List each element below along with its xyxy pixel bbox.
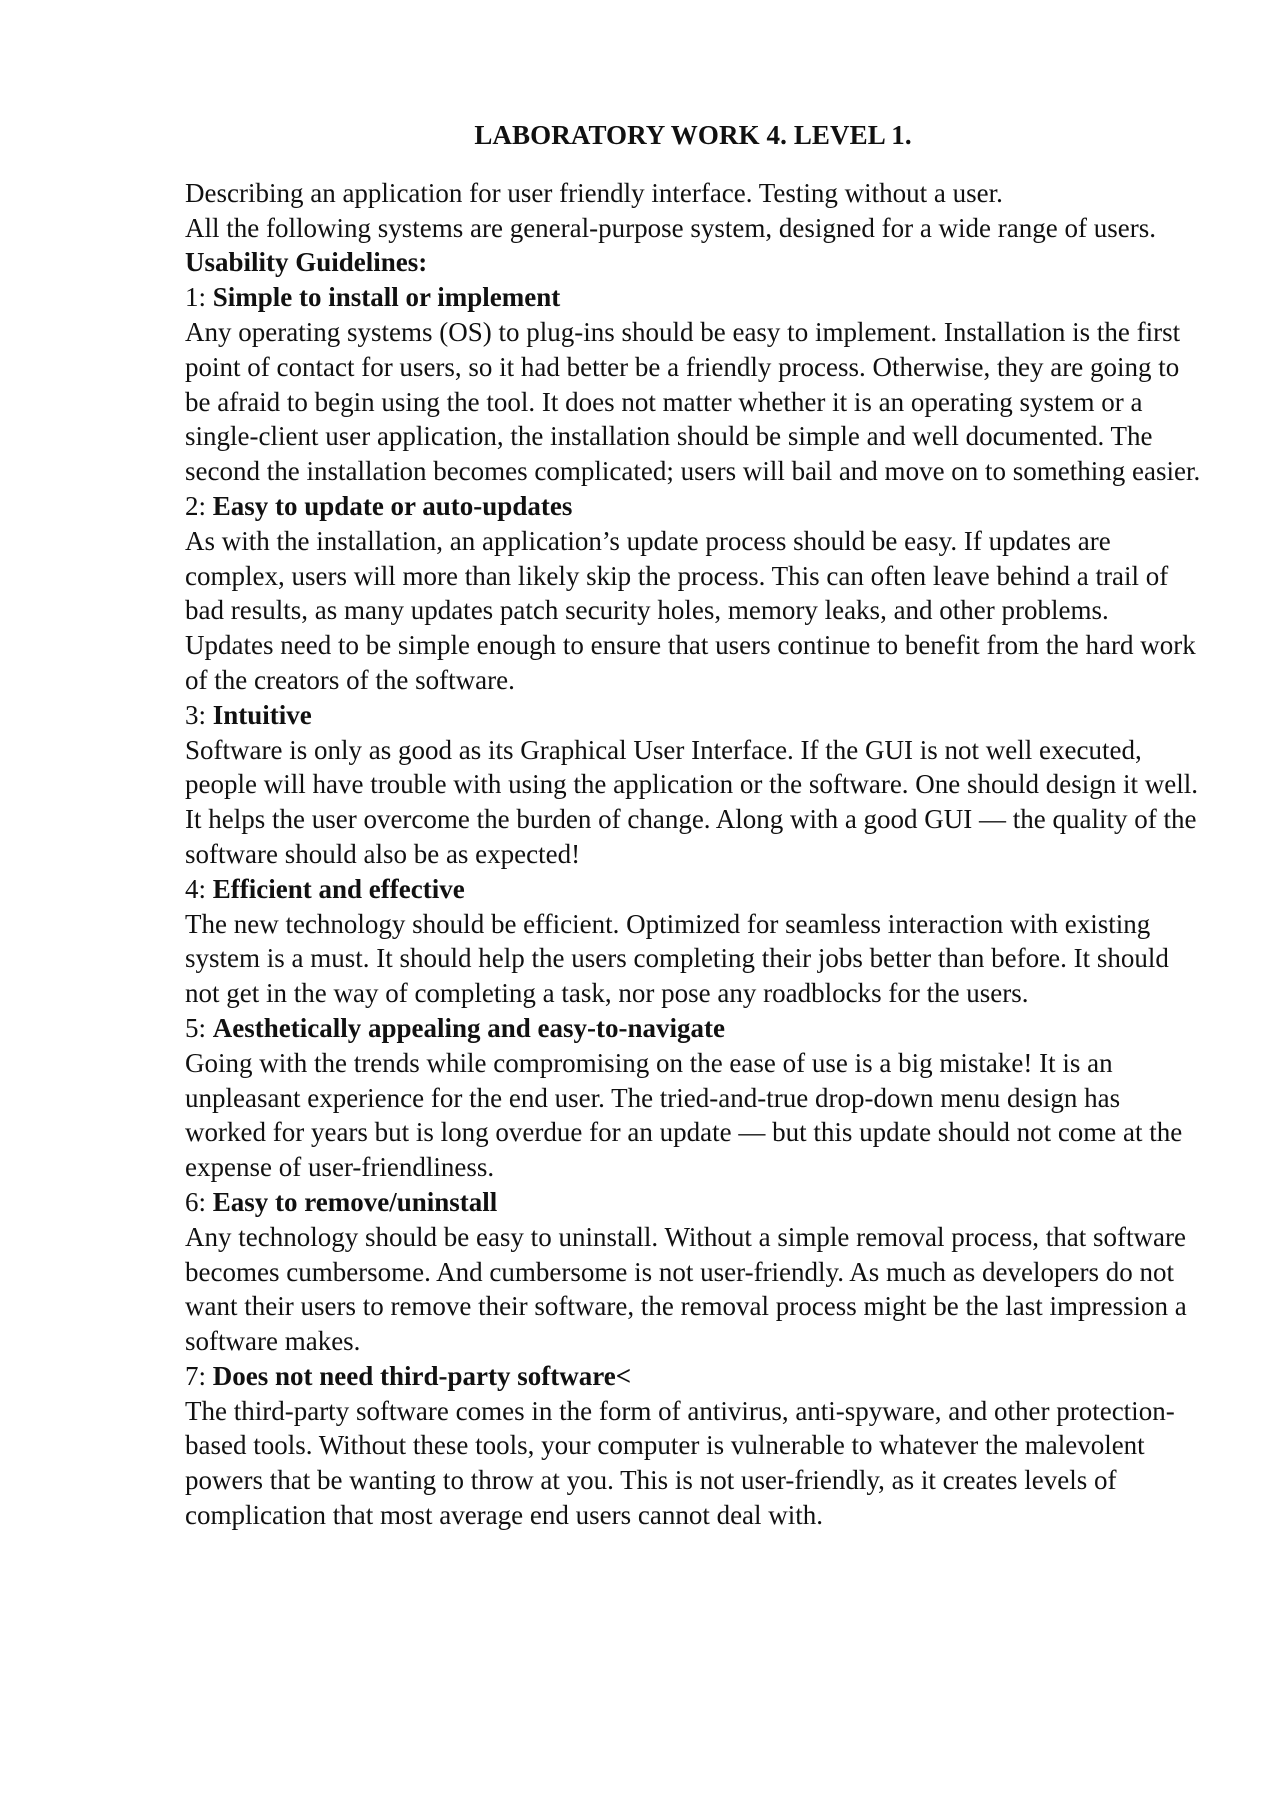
section-title: Intuitive (212, 699, 312, 730)
section-title: Aesthetically appealing and easy-to-navigate (212, 1012, 726, 1043)
section-7-body: The third-party software comes in the form of antivirus, anti-spyware, and other protection-based tools. Without these tools, your computer is vulnerable to whatever the malevolent powers that be wanting to throw at you. This is not user-friendly, as it creates levels of complication that most average end users cannot deal with. (185, 1395, 1175, 1531)
section-title: Efficient and effective (212, 873, 465, 904)
section-1-body: Any operating systems (OS) to plug-ins should be easy to implement. Installation is the first point of contact for users, so it had better be a friendly process. Otherwise, they are going to be afraid to begin using the tool. It does not matter whether it is an operating system or a single-client user application, the installation should be simple and well documented. The second the installation becomes complicated; users will bail and move on to something easier. (185, 316, 1201, 487)
section-6-heading (185, 1185, 1201, 1220)
section-2-heading (185, 489, 1201, 524)
section-number: 2: (185, 490, 213, 521)
section-title: Easy to remove/uninstall (212, 1186, 498, 1217)
section-5-heading (185, 1011, 1201, 1046)
section-title: Easy to update or auto-updates (212, 490, 573, 521)
guidelines-heading (185, 245, 1201, 280)
section-number: 5: (185, 1012, 213, 1043)
section-5-body: Going with the trends while compromising on the ease of use is a big mistake! It is an unpleasant experience for the end user. The tried-and-true drop-down menu design has worked for years but is long overdue for an update — but this update should not come at the expense of user-friendliness. (185, 1047, 1183, 1183)
document-title: LABORATORY WORK 4. LEVEL 1. (474, 120, 912, 150)
section-2-body: As with the installation, an application’s update process should be easy. If updates are complex, users will more than likely skip the process. This can often leave behind a trail of bad results, as many updates patch security holes, memory leaks, and other problems. Updates need to be simple enough to ensure that users continue to benefit from the hard work of the creators of the software. (185, 525, 1196, 695)
section-4-body: The new technology should be efficient. Optimized for seamless interaction with existing system is a must. It should help the users completing their jobs better than before. It should not get in the way of completing a task, nor pose any roadblocks for the users. (185, 908, 1169, 1009)
section-6-body: Any technology should be easy to uninstall. Without a simple removal process, that software becomes cumbersome. And cumbersome is not user-friendly. As much as developers do not want their users to remove their software, the removal process might be the last impression a software makes. (185, 1221, 1187, 1357)
section-number: 1: (185, 282, 213, 313)
guidelines-heading-text: Usability Guidelines: (185, 247, 428, 278)
section-number: 7: (185, 1360, 213, 1391)
section-7-heading (185, 1359, 1201, 1394)
section-1-heading (185, 280, 1201, 315)
intro-paragraph-1: Describing an application for user friendly interface. Testing without a user. (185, 177, 1003, 208)
section-4-heading (185, 872, 1201, 907)
intro-paragraph-2: All the following systems are general-purpose system, designed for a wide range of users. (185, 212, 1156, 243)
section-number: 6: (185, 1186, 213, 1217)
section-title: Does not need third-party software< (212, 1360, 632, 1391)
section-number: 3: (185, 699, 213, 730)
section-title: Simple to install or implement (212, 282, 561, 313)
section-3-heading (185, 698, 1201, 733)
section-number: 4: (185, 873, 213, 904)
section-3-body: Software is only as good as its Graphical User Interface. If the GUI is not well executed, people will have trouble with using the application or the software. One should design it well. It helps the user overcome the burden of change. Along with a good GUI — the quality of the software should also be as expected! (185, 734, 1199, 869)
document-content (185, 118, 1201, 1533)
